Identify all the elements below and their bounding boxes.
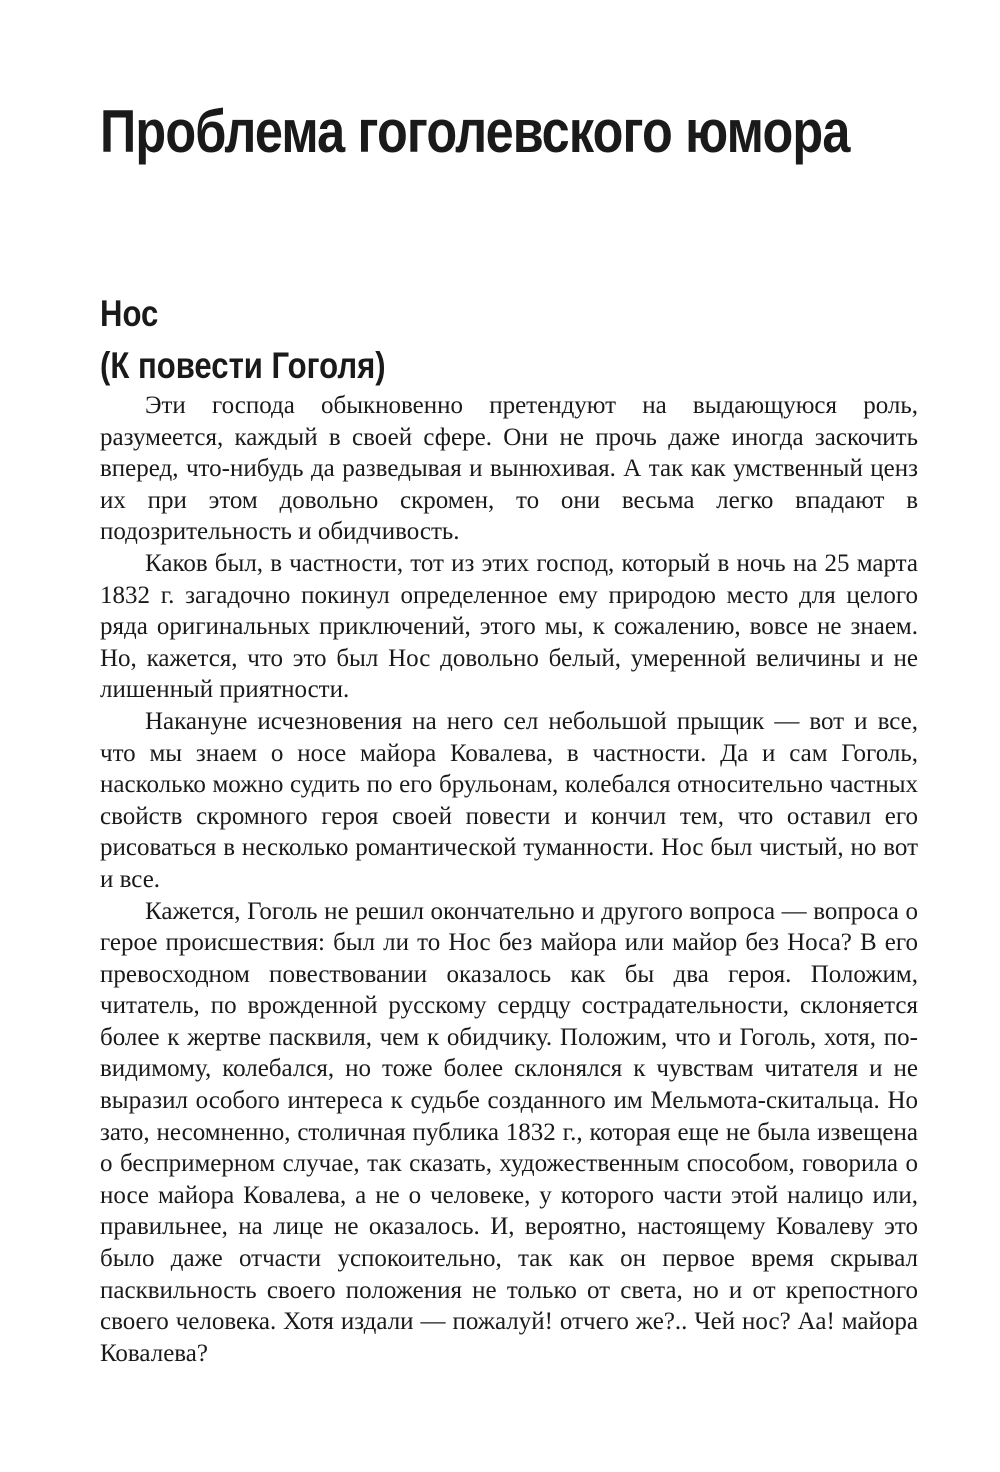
paragraph: Каков был, в частности, тот из этих господ, который в ночь на 25 марта 1832 г. загадочно покинул определенное ему природою место для целого ряда оригинальных приключений, этого мы, к сожалению, вовсе не знаем. Но, кажется, что это был Нос довольно белый, умеренной величины и не лишенный приятности. [100, 549, 918, 704]
section-heading [100, 288, 386, 392]
section-title: Нос [100, 293, 159, 334]
body-text [100, 390, 918, 1369]
section-subtitle: (К повести Гоголя) [100, 345, 386, 386]
chapter-title: Проблема гоголевского юмора [100, 98, 850, 165]
paragraph: Накануне исчезновения на него сел небольшой прыщик — вот и все, что мы знаем о носе майора Ковалева, в частности. Да и сам Гоголь, насколько можно судить по его брульонам, колебался относительно частных свойств скромного героя своей повести и кончил тем, что оставил его рисоваться в несколько романтической туманности. Нос был чистый, но вот и все. [100, 707, 918, 893]
paragraph: Эти господа обыкновенно претендуют на выдающуюся роль, разумеется, каждый в своей сфере. Они не прочь даже иногда заскочить вперед, что-нибудь да разведывая и вынюхивая. А так как умственный ценз их при этом довольно скромен, то они весьма легко впадают в подозрительность и обидчивость. [100, 392, 918, 546]
book-page [100, 0, 918, 1472]
paragraph: Кажется, Гоголь не решил окончательно и другого вопроса — вопроса о герое происшествия: был ли то Нос без майора или майор без Носа? В его превосходном повествовании оказалось как бы два героя. Положим, читатель, по врожденной русскому сердцу сострадательности, склоняется более к жертве пасквиля, чем к обидчику. Положим, что и Гоголь, хотя, по-видимому, колебался, но тоже более склонялся к чувствам читателя и не выразил особого интереса к судьбе созданного им Мельмота-скитальца. Но зато, несомненно, столичная публика 1832 г., которая еще не была извещена о беспримерном случае, так сказать, художественным способом, говорила о носе майора Ковалева, а не о человеке, у которого части этой налицо или, правильнее, на лице не оказалось. И, вероятно, настоящему Ковалеву это было даже отчасти успокоительно, так как он первое время скрывал пасквильность своего положения не только от света, но и от крепостного своего человека. Хотя издали — пожалуй! отчего же?.. Чей нос? Аа! майора Ковалева? [100, 897, 918, 1367]
